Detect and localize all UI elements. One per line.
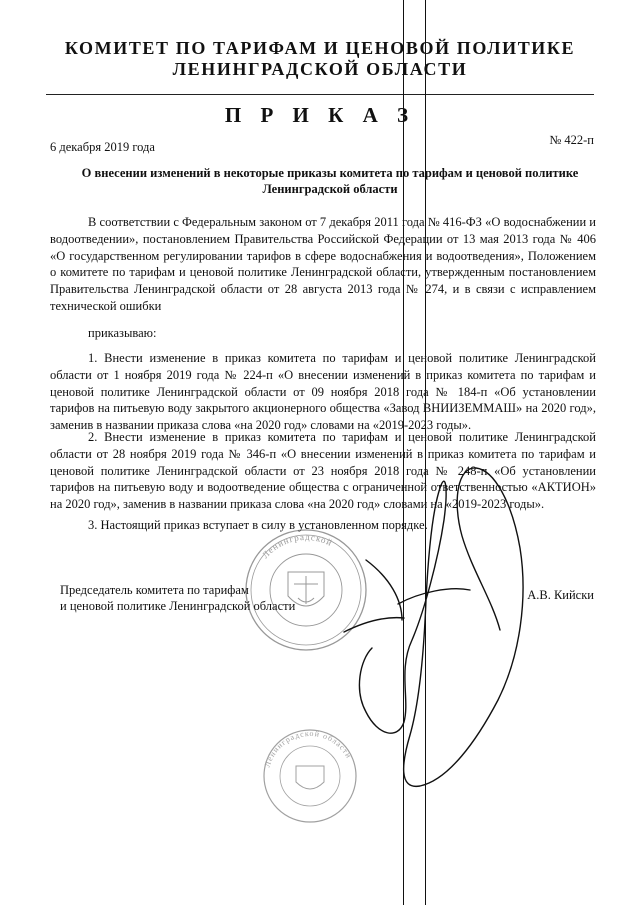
- org-name-line1: КОМИТЕТ ПО ТАРИФАМ И ЦЕНОВОЙ ПОЛИТИКЕ: [64, 38, 576, 58]
- order-item-2: 2. Внести изменение в приказ комитета по тарифам и ценовой политике Ленинградской области от 28 ноября 2019 года № 346-п «О внесении изменений в приказ комитета по тарифам и ценовой политике Ленинградской области от 23 ноября 2018 года № 248-п «Об установлении тарифов на питьевую воду и водоотведение общества с ограниченной ответственностью «АКТИОН» на 2020 год», заменив в названии приказа слова «на 2020 год» словами на «2019-2023 годы».: [50, 430, 596, 512]
- signatory-name: А.В. Кийски: [527, 588, 594, 602]
- subject-line-1: О внесении изменений в некоторые приказы комитета по тарифам и ценовой политике: [81, 166, 579, 180]
- handwritten-signature: [344, 468, 523, 786]
- order-item-1: 1. Внести изменение в приказ комитета по тарифам и ценовой политике Ленинградской области от 1 ноября 2019 года № 224-п «О внесении изменений в приказ комитета по тарифам и ценовой политике Ленинградской области от 09 ноября 2018 года № 184-п «Об установлении тарифов на питьевую воду закрытого акционерного общества «Завод ВНИИЗЕММАШ» на 2020 год», заменив в названии приказа слова «на 2020 год» словами на «2019-2023 годы».: [50, 351, 596, 433]
- svg-text:Ленинградской области: Ленинградской области: [262, 728, 354, 769]
- official-seal-upper: [246, 530, 366, 650]
- org-name-line2: ЛЕНИНГРАДСКОЙ ОБЛАСТИ: [172, 59, 468, 79]
- document-date: 6 декабря 2019 года: [50, 140, 155, 154]
- svg-text:Ленинградской: Ленинградской: [260, 531, 335, 561]
- subject-line-2: Ленинградской области: [262, 182, 398, 196]
- order-word: приказываю:: [88, 326, 157, 340]
- official-seal-lower: [263, 729, 356, 822]
- signatory-position-line2: и ценовой политике Ленинградской области: [60, 599, 296, 613]
- document-number: № 422-п: [549, 133, 594, 147]
- order-item-3: 3. Настоящий приказ вступает в силу в установленном порядке.: [88, 518, 428, 532]
- preamble-paragraph: В соответствии с Федеральным законом от 7 декабря 2011 года № 416-ФЗ «О водоснабжении и водоотведении», постановлением Правительства Российской Федерации от 13 мая 2013 года № 406 «О государственном регулировании тарифов в сфере водоснабжения и водоотведения», Положением о комитете по тарифам и ценовой политике Ленинградской области, утвержденным постановлением Правительства Ленинградской области от 28 августа 2013 года № 274, и в связи с исправлением технической ошибки: [50, 215, 596, 313]
- document-title: П Р И К А З: [224, 103, 416, 127]
- signatory-position-line1: Председатель комитета по тарифам: [60, 583, 249, 597]
